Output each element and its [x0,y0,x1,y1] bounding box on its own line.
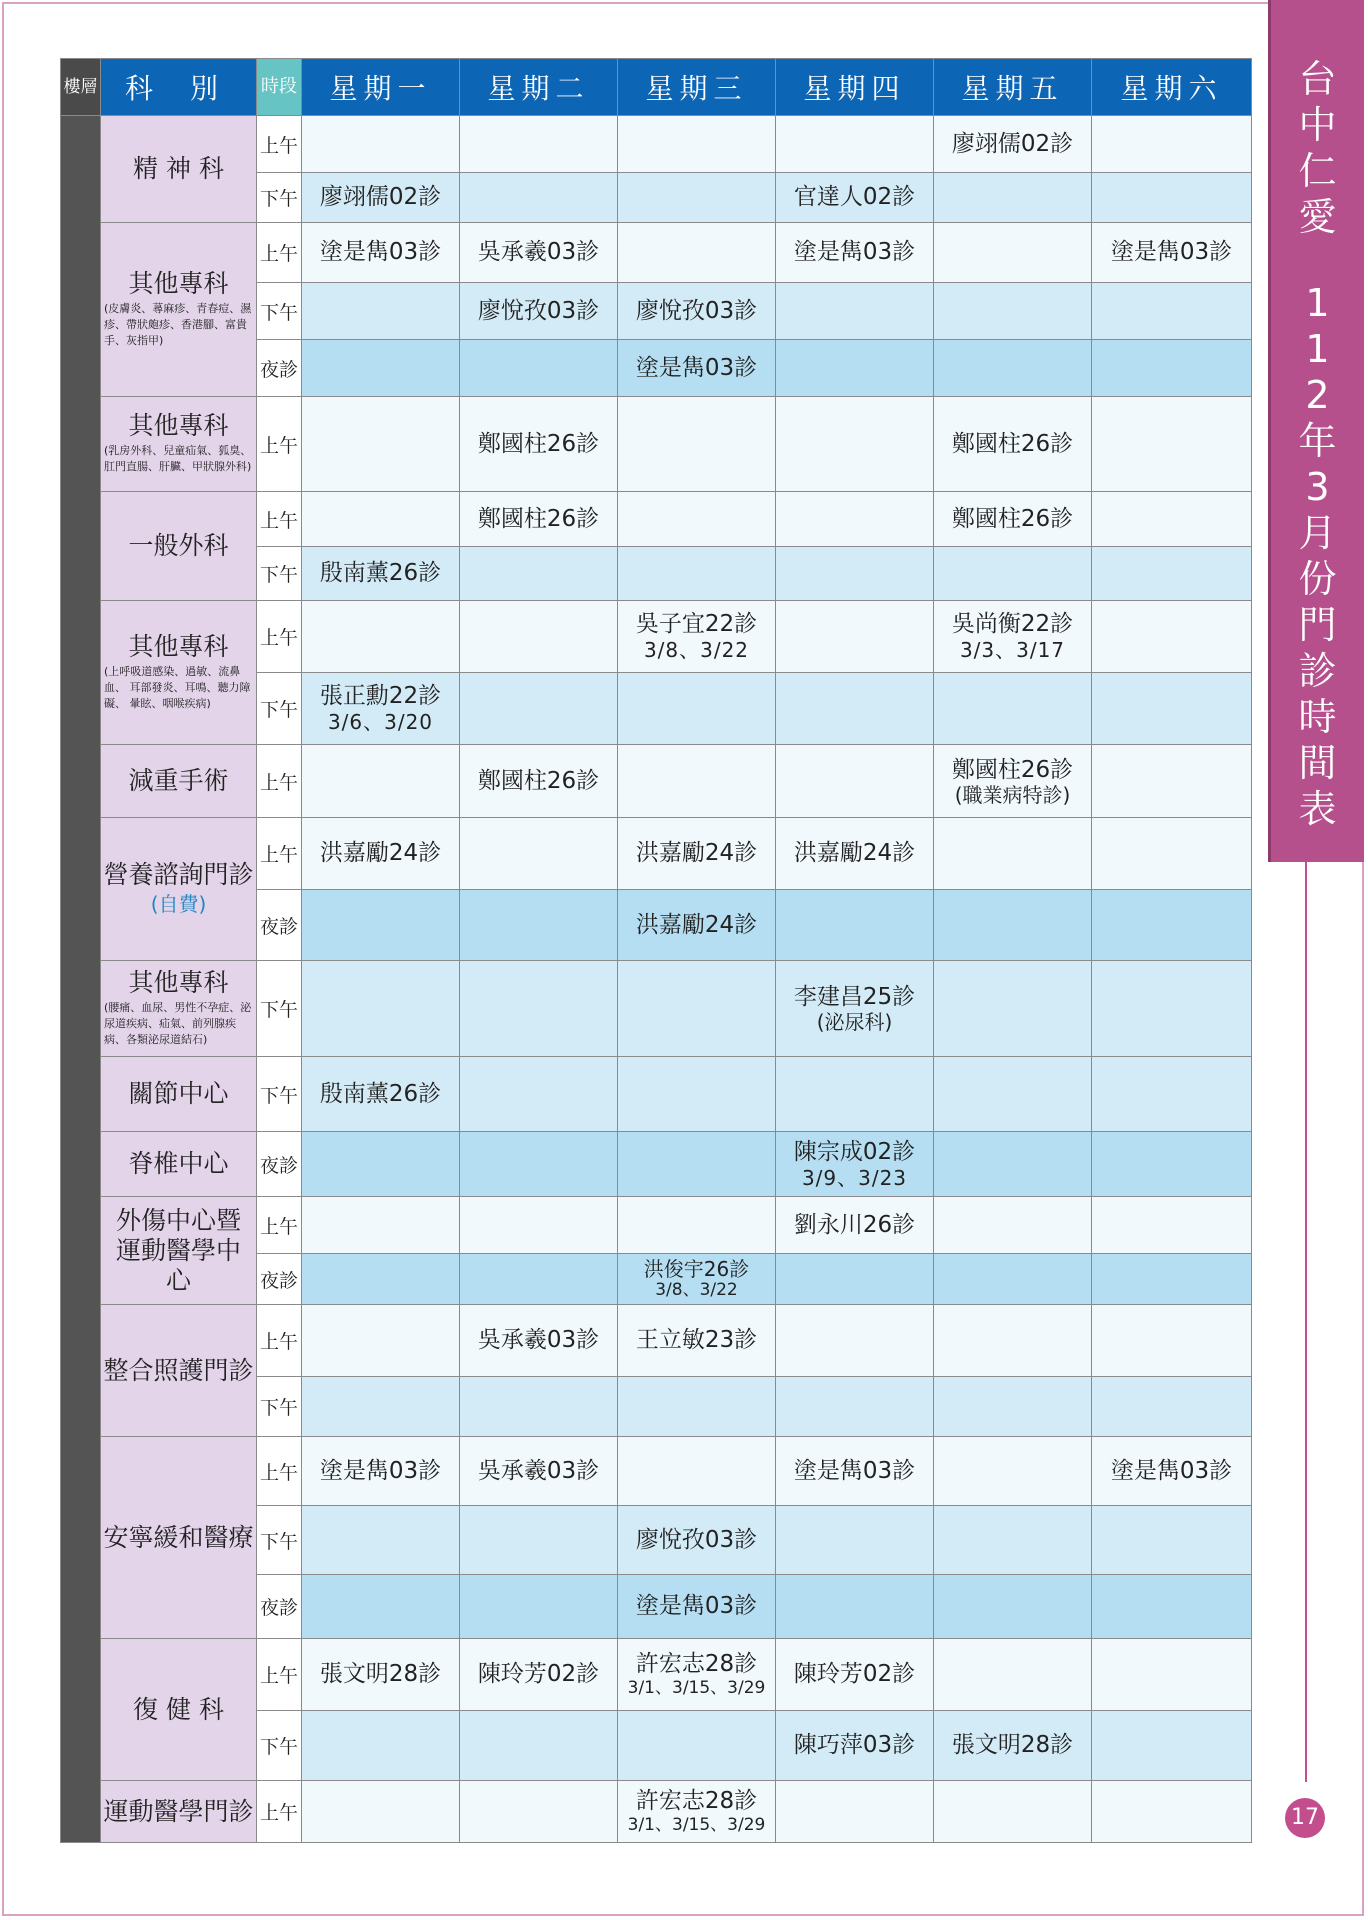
schedule-cell [618,673,776,745]
schedule-cell [618,397,776,492]
schedule-cell: 劉永川26診 [776,1197,934,1254]
banner-char: 台 [1298,57,1337,101]
schedule-cell [460,673,618,745]
banner-char: 1 [1305,327,1330,371]
banner-char: 年 [1298,419,1337,463]
schedule-cell [934,1377,1092,1437]
schedule-cell: 張文明28診 [302,1639,460,1711]
schedule-cell [302,601,460,673]
dept-joint-center: 關節中心 [101,1057,257,1132]
schedule-cell [1092,173,1252,223]
period-label: 下午 [257,961,302,1057]
dept-nutrition-clinic: 營養諮詢門診 (自費) [101,818,257,961]
schedule-cell [776,745,934,818]
schedule-cell [302,1132,460,1197]
schedule-cell: 塗是雋03診 [1092,1437,1252,1506]
schedule-cell [934,1305,1092,1377]
schedule-cell: 陳玲芳02診 [776,1639,934,1711]
schedule-cell [1092,890,1252,961]
schedule-cell [302,745,460,818]
schedule-cell [1092,397,1252,492]
dept-trauma-sports-center: 外傷中心暨運動醫學中心 [101,1197,257,1305]
banner-char: 門 [1298,603,1337,647]
table-row [61,1781,1252,1843]
schedule-cell [934,818,1092,890]
schedule-cell [460,1377,618,1437]
dept-spine-center: 脊椎中心 [101,1132,257,1197]
schedule-cell [1092,1711,1252,1781]
schedule-cell: 鄭國柱26診 [460,492,618,547]
schedule-cell [302,283,460,340]
period-label: 上午 [257,818,302,890]
schedule-cell [460,1132,618,1197]
schedule-cell: 許宏志28診 3/1、3/15、3/29 [618,1781,776,1843]
schedule-cell: 吳承羲03診 [460,1437,618,1506]
schedule-cell: 張文明28診 [934,1711,1092,1781]
schedule-cell [934,1506,1092,1575]
schedule-cell: 陳宗成02診 3/9、3/23 [776,1132,934,1197]
period-label: 上午 [257,601,302,673]
dept-sports-medicine: 運動醫學門診 [101,1781,257,1843]
schedule-cell [302,1711,460,1781]
schedule-cell [302,1781,460,1843]
table-row [61,1057,1252,1132]
dept-general-surgery: 一般外科 [101,492,257,601]
header-tuesday: 星期二 [460,59,618,116]
schedule-cell: 許宏志28診 3/1、3/15、3/29 [618,1639,776,1711]
banner-char: 仁 [1298,149,1337,193]
schedule-cell: 塗是雋03診 [302,223,460,283]
schedule-cell: 鄭國柱26診 [934,492,1092,547]
schedule-cell: 吳承羲03診 [460,223,618,283]
schedule-cell [460,1575,618,1639]
schedule-cell [934,1575,1092,1639]
dept-hospice-care: 安寧緩和醫療 [101,1437,257,1639]
period-label: 上午 [257,1437,302,1506]
schedule-cell: 塗是雋03診 [618,340,776,397]
side-title-banner [1268,0,1364,862]
banner-char: 2 [1305,373,1330,417]
header-monday: 星期一 [302,59,460,116]
schedule-cell [1092,1377,1252,1437]
table-row [61,1305,1252,1377]
schedule-cell [302,492,460,547]
side-decorative-line [1305,862,1307,1782]
period-label: 上午 [257,223,302,283]
schedule-cell [302,1575,460,1639]
schedule-cell [302,890,460,961]
schedule-cell: 王立敏23診 [618,1305,776,1377]
schedule-cell: 洪嘉勵24診 [776,818,934,890]
schedule-cell [1092,492,1252,547]
schedule-cell [1092,1057,1252,1132]
schedule-cell: 塗是雋03診 [776,1437,934,1506]
schedule-cell: 鄭國柱26診 (職業病特診) [934,745,1092,818]
schedule-cell: 廖悅孜03診 [460,283,618,340]
schedule-cell [1092,116,1252,173]
banner-char: 診 [1298,649,1337,693]
schedule-cell [618,1437,776,1506]
schedule-cell [618,492,776,547]
banner-title [1271,56,1364,832]
table-row [61,1639,1252,1711]
table-row [61,601,1252,673]
table-row [61,1132,1252,1197]
schedule-cell [1092,1639,1252,1711]
schedule-cell [776,116,934,173]
banner-char: 表 [1298,787,1337,831]
schedule-cell: 洪俊宇26診 3/8、3/22 [618,1254,776,1305]
period-label: 下午 [257,1377,302,1437]
banner-char: 份 [1298,557,1337,601]
period-label: 夜診 [257,340,302,397]
dept-other-dermatology: 其他專科 (皮膚炎、蕁麻疹、青春痘、濕疹、帶狀皰疹、香港腳、富貴手、灰指甲) [101,223,257,397]
header-row [61,59,1252,116]
schedule-cell [1092,818,1252,890]
schedule-cell [776,1057,934,1132]
header-period: 時段 [257,59,302,116]
schedule-cell [934,283,1092,340]
table-row [61,492,1252,547]
schedule-cell [302,1254,460,1305]
period-label: 下午 [257,547,302,601]
period-label: 上午 [257,1305,302,1377]
schedule-cell [934,961,1092,1057]
schedule-cell: 殷南薰26診 [302,1057,460,1132]
schedule-cell: 吳尚衡22診 3/3、3/17 [934,601,1092,673]
schedule-cell [302,1305,460,1377]
period-label: 上午 [257,492,302,547]
schedule-cell [1092,340,1252,397]
schedule-cell: 塗是雋03診 [776,223,934,283]
schedule-cell [776,890,934,961]
period-label: 下午 [257,173,302,223]
schedule-cell [618,961,776,1057]
schedule-cell [460,961,618,1057]
schedule-cell [618,223,776,283]
schedule-cell [302,116,460,173]
table-row [61,745,1252,818]
schedule-cell [460,1057,618,1132]
schedule-cell [1092,601,1252,673]
schedule-cell: 陳玲芳02診 [460,1639,618,1711]
schedule-cell [934,1197,1092,1254]
dept-psychiatry: 精 神 科 [101,116,257,223]
schedule-cell [1092,673,1252,745]
header-thursday: 星期四 [776,59,934,116]
schedule-cell [934,890,1092,961]
schedule-cell [460,1506,618,1575]
period-label: 下午 [257,283,302,340]
schedule-cell [618,1377,776,1437]
banner-char: 時 [1298,695,1337,739]
schedule-cell [618,116,776,173]
banner-char: 中 [1298,103,1337,147]
schedule-cell [934,1132,1092,1197]
schedule-cell: 洪嘉勵24診 [302,818,460,890]
schedule-cell: 塗是雋03診 [618,1575,776,1639]
schedule-cell [776,397,934,492]
period-label: 上午 [257,116,302,173]
period-label: 上午 [257,1197,302,1254]
period-label: 夜診 [257,1132,302,1197]
schedule-cell [934,1781,1092,1843]
schedule-cell [934,1437,1092,1506]
period-label: 下午 [257,1057,302,1132]
schedule-cell [618,547,776,601]
schedule-cell [776,340,934,397]
period-label: 上午 [257,745,302,818]
schedule-cell: 鄭國柱26診 [460,745,618,818]
dept-other-ent: 其他專科 (上呼吸道感染、過敏、流鼻血、 耳部發炎、耳鳴、聽力障礙、 暈眩、咽喉疾病) [101,601,257,745]
schedule-cell: 廖翊儒02診 [934,116,1092,173]
schedule-cell [460,1254,618,1305]
schedule-cell [618,1197,776,1254]
schedule-cell [776,1575,934,1639]
schedule-cell: 吳承羲03診 [460,1305,618,1377]
schedule-cell [776,1377,934,1437]
schedule-cell [302,1197,460,1254]
schedule-cell: 塗是雋03診 [1092,223,1252,283]
schedule-cell [934,1639,1092,1711]
schedule-cell [302,961,460,1057]
schedule-cell [934,223,1092,283]
table-row [61,116,1252,173]
schedule-cell [776,492,934,547]
schedule-cell [460,818,618,890]
header-floor: 樓層 [61,59,101,116]
schedule-cell [618,1057,776,1132]
schedule-cell [302,1506,460,1575]
schedule-cell [302,1377,460,1437]
period-label: 上午 [257,1639,302,1711]
schedule-cell [934,173,1092,223]
schedule-cell: 洪嘉勵24診 [618,818,776,890]
schedule-cell [776,547,934,601]
banner-char: 愛 [1298,195,1337,239]
period-label: 夜診 [257,1254,302,1305]
schedule-cell: 張正勳22診 3/6、3/20 [302,673,460,745]
banner-char: 月 [1298,511,1337,555]
schedule-cell [776,1781,934,1843]
schedule-cell [1092,745,1252,818]
period-label: 上午 [257,397,302,492]
schedule-cell [460,173,618,223]
schedule-cell [460,547,618,601]
dept-other-surgery: 其他專科 (乳房外科、兒童疝氣、狐臭、肛門直腸、肝臟、甲狀腺外科) [101,397,257,492]
schedule-cell [460,890,618,961]
schedule-cell [1092,961,1252,1057]
schedule-cell [618,745,776,818]
schedule-cell [776,283,934,340]
dept-rehabilitation: 復 健 科 [101,1639,257,1781]
schedule-cell [776,1506,934,1575]
banner-char: 間 [1298,741,1337,785]
schedule-cell [776,673,934,745]
schedule-cell: 殷南薰26診 [302,547,460,601]
schedule-cell: 陳巧萍03診 [776,1711,934,1781]
schedule-cell: 官達人02診 [776,173,934,223]
floor-column [61,116,101,1843]
banner-char: 1 [1305,281,1330,325]
schedule-cell: 鄭國柱26診 [934,397,1092,492]
schedule-cell [618,1132,776,1197]
schedule-cell [618,173,776,223]
header-department: 科 別 [101,59,257,116]
schedule-cell [1092,283,1252,340]
schedule-cell: 李建昌25診 (泌尿科) [776,961,934,1057]
schedule-cell [302,340,460,397]
table-row [61,818,1252,890]
period-label: 下午 [257,1506,302,1575]
dept-integrated-care: 整合照護門診 [101,1305,257,1437]
header-friday: 星期五 [934,59,1092,116]
page-number: 17 [1285,1798,1325,1838]
schedule-cell [934,1254,1092,1305]
schedule-cell [460,1781,618,1843]
period-label: 下午 [257,1711,302,1781]
banner-char: 3 [1305,465,1330,509]
schedule-cell [460,1711,618,1781]
schedule-cell [1092,1575,1252,1639]
schedule-cell: 吳子宜22診 3/8、3/22 [618,601,776,673]
clinic-schedule-table [60,58,1252,1843]
schedule-cell [1092,1781,1252,1843]
table-row [61,1197,1252,1254]
schedule-cell [460,601,618,673]
schedule-cell [1092,1506,1252,1575]
schedule-cell [776,601,934,673]
schedule-cell: 塗是雋03診 [302,1437,460,1506]
table-row [61,397,1252,492]
header-wednesday: 星期三 [618,59,776,116]
schedule-cell [302,397,460,492]
table-row [61,1437,1252,1506]
schedule-cell: 鄭國柱26診 [460,397,618,492]
schedule-cell: 洪嘉勵24診 [618,890,776,961]
schedule-cell: 廖翊儒02診 [302,173,460,223]
schedule-cell [776,1305,934,1377]
schedule-cell [460,116,618,173]
schedule-cell [1092,1132,1252,1197]
table-row [61,961,1252,1057]
schedule-cell [934,673,1092,745]
period-label: 下午 [257,673,302,745]
dept-bariatric-surgery: 減重手術 [101,745,257,818]
header-saturday: 星期六 [1092,59,1252,116]
table-row [61,223,1252,283]
schedule-cell [934,547,1092,601]
schedule-cell [934,1057,1092,1132]
dept-other-urology: 其他專科 (腰痛、血尿、男性不孕症、泌尿道疾病、疝氣、前列腺疾病、各類泌尿道結石) [101,961,257,1057]
schedule-cell [618,1711,776,1781]
period-label: 夜診 [257,890,302,961]
schedule-cell [1092,547,1252,601]
schedule-cell [460,340,618,397]
schedule-cell [460,1197,618,1254]
schedule-cell [1092,1254,1252,1305]
schedule-cell [934,340,1092,397]
schedule-cell: 廖悅孜03診 [618,283,776,340]
schedule-cell [1092,1197,1252,1254]
period-label: 上午 [257,1781,302,1843]
schedule-cell: 廖悅孜03診 [618,1506,776,1575]
period-label: 夜診 [257,1575,302,1639]
schedule-cell [1092,1305,1252,1377]
schedule-cell [776,1254,934,1305]
